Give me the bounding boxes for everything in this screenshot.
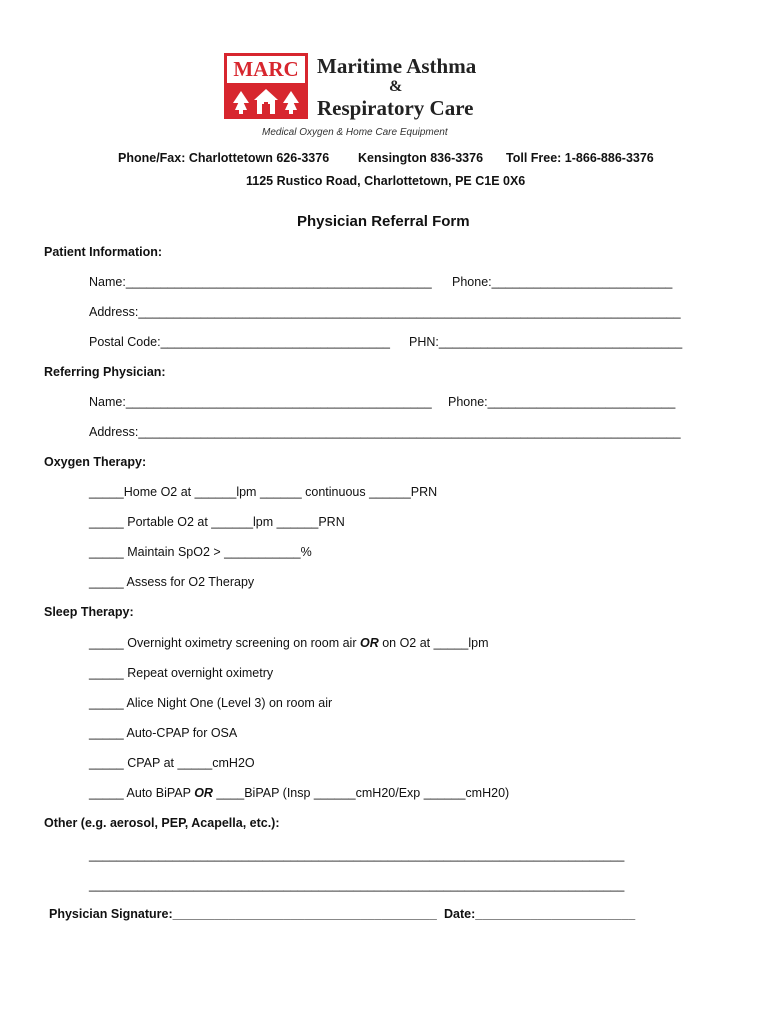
overnight-text-post: on O2 at _____lpm <box>378 636 489 650</box>
physician-signature-field[interactable]: Physician Signature:______________________________________ <box>49 907 437 921</box>
overnight-text-pre: _____ Overnight oximetry screening on room air <box>89 636 360 650</box>
other-line-1[interactable]: _____________________________________________________________________________ <box>89 848 625 862</box>
physician-name-field[interactable]: Name:____________________________________________ <box>89 395 432 409</box>
bipap-text-post: ____BiPAP (Insp ______cmH20/Exp ______cmH20) <box>212 786 510 800</box>
patient-name-field[interactable]: Name:____________________________________________ <box>89 275 432 289</box>
physician-address-field[interactable]: Address:______________________________________________________________________________ <box>89 425 681 439</box>
patient-phn-field[interactable]: PHN:___________________________________ <box>409 335 683 349</box>
logo-mark-text: MARC <box>233 57 299 81</box>
oxygen-home-o2-line[interactable]: _____Home O2 at ______lpm ______ continuous ______PRN <box>89 485 438 499</box>
patient-postal-code-field[interactable]: Postal Code:_________________________________ <box>89 335 390 349</box>
patient-phone-field[interactable]: Phone:__________________________ <box>452 275 673 289</box>
other-line-2[interactable]: _____________________________________________________________________________ <box>89 878 625 892</box>
contact-phone-fax: Phone/Fax: Charlottetown 626-3376 <box>118 151 330 165</box>
patient-address-field[interactable]: Address:______________________________________________________________________________ <box>89 305 681 319</box>
sleep-overnight-oximetry-line[interactable] <box>89 636 489 650</box>
bipap-text-pre: _____ Auto BiPAP <box>89 786 195 800</box>
brand-tagline: Medical Oxygen & Home Care Equipment <box>262 127 448 138</box>
oxygen-heading: Oxygen Therapy: <box>44 455 147 469</box>
other-heading: Other (e.g. aerosol, PEP, Acapella, etc.): <box>44 816 280 830</box>
contact-kensington: Kensington 836-3376 <box>358 151 484 165</box>
overnight-or: OR <box>359 636 379 650</box>
signature-date-field[interactable]: Date:_______________________ <box>444 907 636 921</box>
sleep-heading: Sleep Therapy: <box>44 605 134 619</box>
physician-heading: Referring Physician: <box>44 365 166 379</box>
oxygen-portable-o2-line[interactable]: _____ Portable O2 at ______lpm ______PRN <box>89 515 345 529</box>
oxygen-maintain-spo2-line[interactable]: _____ Maintain SpO2 > ___________% <box>89 545 312 559</box>
form-title: Physician Referral Form <box>297 213 470 230</box>
brand-name-line3: Respiratory Care <box>317 96 474 120</box>
contact-toll-free: Toll Free: 1-866-886-3376 <box>506 151 654 165</box>
oxygen-assess-line[interactable]: _____ Assess for O2 Therapy <box>89 575 255 589</box>
sleep-auto-cpap-line[interactable]: _____ Auto-CPAP for OSA <box>89 726 238 740</box>
contact-address: 1125 Rustico Road, Charlottetown, PE C1E 0X6 <box>246 174 526 188</box>
brand-name-ampersand: & <box>389 78 403 95</box>
sleep-alice-night-line[interactable]: _____ Alice Night One (Level 3) on room air <box>89 696 333 710</box>
patient-heading: Patient Information: <box>44 245 163 259</box>
physician-phone-field[interactable]: Phone:___________________________ <box>448 395 676 409</box>
bipap-or: OR <box>194 786 213 800</box>
brand-name-line1: Maritime Asthma <box>317 54 477 78</box>
marc-logo <box>224 53 308 119</box>
sleep-cpap-line[interactable]: _____ CPAP at _____cmH2O <box>89 756 255 770</box>
logo-houses-icon <box>227 83 305 116</box>
sleep-bipap-line[interactable] <box>89 786 509 800</box>
sleep-repeat-oximetry-line[interactable]: _____ Repeat overnight oximetry <box>89 666 274 680</box>
